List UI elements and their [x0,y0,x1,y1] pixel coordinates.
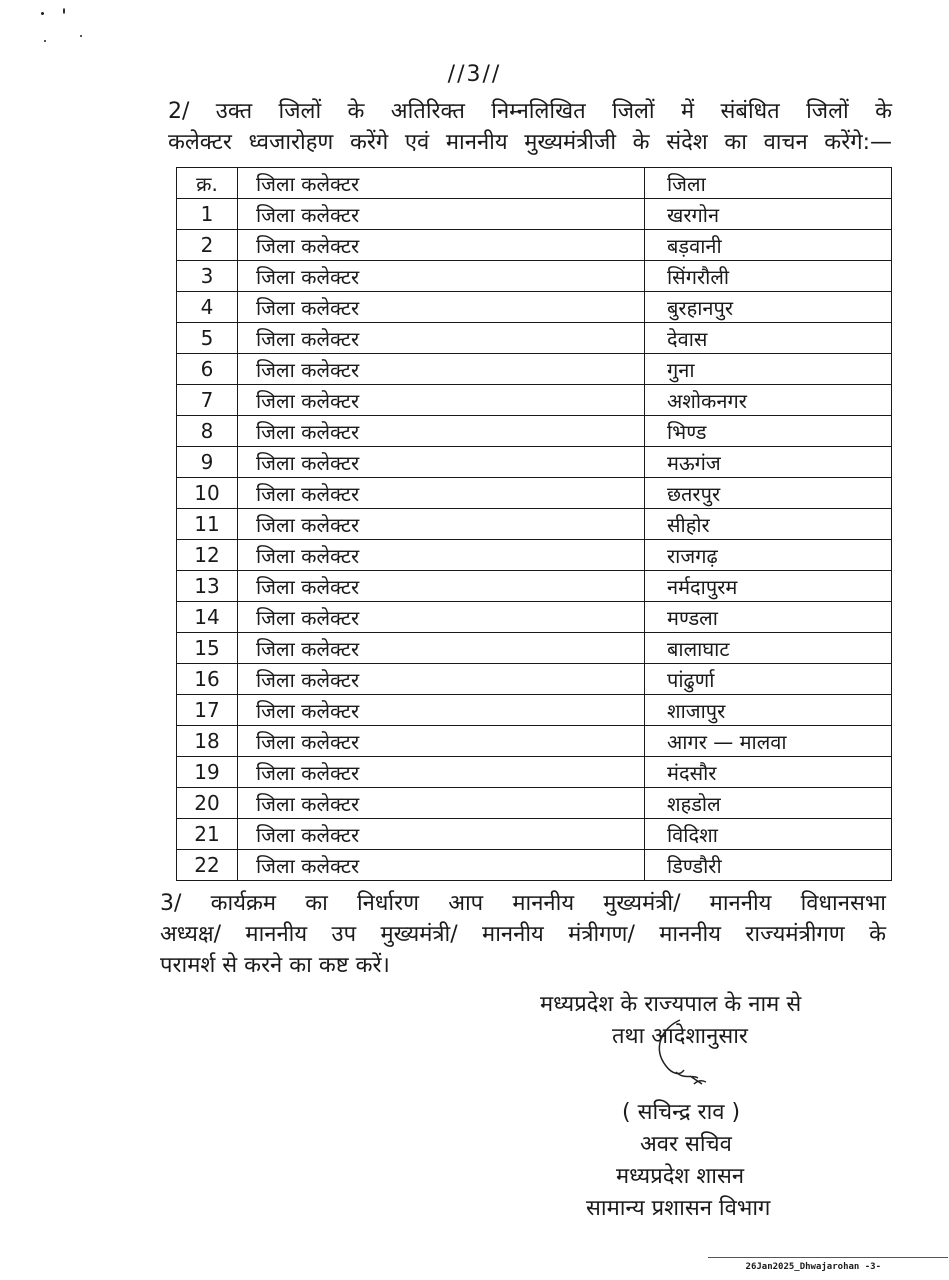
table-row [177,571,892,602]
header-district: जिला [645,168,892,199]
signatory-name: ( सचिन्द्र राव ) [622,1100,741,1125]
cell-serial: 1 [177,199,238,230]
scan-speck [63,8,65,14]
table-row [177,447,892,478]
table-row [177,664,892,695]
cell-collector: जिला कलेक्टर [238,819,645,850]
cell-serial: 10 [177,478,238,509]
authority-line: मध्यप्रदेश के राज्यपाल के नाम से [540,992,802,1017]
cell-collector: जिला कलेक्टर [238,416,645,447]
cell-serial: 17 [177,695,238,726]
cell-serial: 11 [177,509,238,540]
cell-collector: जिला कलेक्टर [238,447,645,478]
footer-rule [708,1257,948,1258]
cell-collector: जिला कलेक्टर [238,323,645,354]
cell-district: गुना [645,354,892,385]
cell-serial: 16 [177,664,238,695]
cell-district: मऊगंज [645,447,892,478]
cell-district: बड़वानी [645,230,892,261]
cell-serial: 18 [177,726,238,757]
table-row [177,850,892,881]
cell-district: अशोकनगर [645,385,892,416]
scan-speck [80,35,82,37]
cell-collector: जिला कलेक्टर [238,292,645,323]
paragraph-3-line-3: परामर्श से करने का कष्ट करें। [160,953,390,978]
cell-collector: जिला कलेक्टर [238,695,645,726]
cell-district: राजगढ़ [645,540,892,571]
cell-serial: 5 [177,323,238,354]
cell-collector: जिला कलेक्टर [238,788,645,819]
paragraph-2-line-1: 2/ उक्त जिलों के अतिरिक्त निम्नलिखित जिलों में संबंधित जिलों के [168,99,892,124]
table-row [177,385,892,416]
cell-district: विदिशा [645,819,892,850]
paragraph-2-line-2: कलेक्टर ध्वजारोहण करेंगे एवं माननीय मुख्यमंत्रीजी के संदेश का वाचन करेंगे:— [168,130,892,155]
cell-district: शहडोल [645,788,892,819]
cell-serial: 13 [177,571,238,602]
cell-serial: 2 [177,230,238,261]
cell-district: डिण्डौरी [645,850,892,881]
cell-collector: जिला कलेक्टर [238,385,645,416]
cell-serial: 3 [177,261,238,292]
cell-serial: 19 [177,757,238,788]
table-row [177,354,892,385]
table-row [177,509,892,540]
paragraph-3-line-2: अध्यक्ष/ माननीय उप मुख्यमंत्री/ माननीय मंत्रीगण/ माननीय राज्यमंत्रीगण के [160,922,886,947]
cell-serial: 20 [177,788,238,819]
table-row [177,819,892,850]
table-row [177,726,892,757]
cell-district: नर्मदापुरम [645,571,892,602]
signatory-designation: अवर सचिव [640,1132,732,1157]
cell-collector: जिला कलेक्टर [238,509,645,540]
table-row [177,292,892,323]
cell-district: सीहोर [645,509,892,540]
cell-district: छतरपुर [645,478,892,509]
paragraph-3-line-1: 3/ कार्यक्रम का निर्धारण आप माननीय मुख्यमंत्री/ माननीय विधानसभा [160,891,886,916]
paragraph-3 [160,888,886,981]
paragraph-2 [168,96,892,158]
table-row [177,416,892,447]
cell-serial: 6 [177,354,238,385]
cell-district: भिण्ड [645,416,892,447]
table-row [177,540,892,571]
table-row [177,261,892,292]
cell-collector: जिला कलेक्टर [238,571,645,602]
order-line: तथा आदेशानुसार [612,1024,748,1049]
cell-serial: 8 [177,416,238,447]
cell-collector: जिला कलेक्टर [238,230,645,261]
cell-district: पांढुर्णा [645,664,892,695]
table-row [177,757,892,788]
handwritten-signature [640,1014,720,1094]
cell-collector: जिला कलेक्टर [238,757,645,788]
scan-speck [41,12,44,15]
cell-district: खरगोन [645,199,892,230]
cell-serial: 12 [177,540,238,571]
signatory-government: मध्यप्रदेश शासन [616,1164,745,1189]
cell-collector: जिला कलेक्टर [238,199,645,230]
table-row [177,602,892,633]
cell-district: बुरहानपुर [645,292,892,323]
table-row [177,478,892,509]
scan-speck [44,40,46,42]
cell-collector: जिला कलेक्टर [238,726,645,757]
page-number: //3// [447,62,502,87]
table-row [177,633,892,664]
cell-serial: 4 [177,292,238,323]
cell-district: मंदसौर [645,757,892,788]
cell-collector: जिला कलेक्टर [238,478,645,509]
header-serial: क्र. [177,168,238,199]
cell-serial: 9 [177,447,238,478]
cell-collector: जिला कलेक्टर [238,850,645,881]
cell-collector: जिला कलेक्टर [238,354,645,385]
cell-serial: 7 [177,385,238,416]
table-body [177,199,892,881]
cell-collector: जिला कलेक्टर [238,261,645,292]
cell-collector: जिला कलेक्टर [238,602,645,633]
cell-district: शाजापुर [645,695,892,726]
cell-serial: 22 [177,850,238,881]
signatory-department: सामान्य प्रशासन विभाग [586,1196,771,1221]
table-header-row [177,168,892,199]
table-row [177,230,892,261]
table-row [177,199,892,230]
cell-district: सिंगरौली [645,261,892,292]
table-row [177,788,892,819]
cell-district: देवास [645,323,892,354]
cell-district: मण्डला [645,602,892,633]
footer-reference: 26Jan2025_Dhwajarohan -3- [745,1262,881,1272]
table-row [177,323,892,354]
district-collector-table [176,167,892,881]
header-collector: जिला कलेक्टर [238,168,645,199]
cell-serial: 14 [177,602,238,633]
cell-collector: जिला कलेक्टर [238,664,645,695]
cell-serial: 21 [177,819,238,850]
table-row [177,695,892,726]
cell-district: आगर — मालवा [645,726,892,757]
cell-collector: जिला कलेक्टर [238,540,645,571]
cell-serial: 15 [177,633,238,664]
cell-collector: जिला कलेक्टर [238,633,645,664]
cell-district: बालाघाट [645,633,892,664]
